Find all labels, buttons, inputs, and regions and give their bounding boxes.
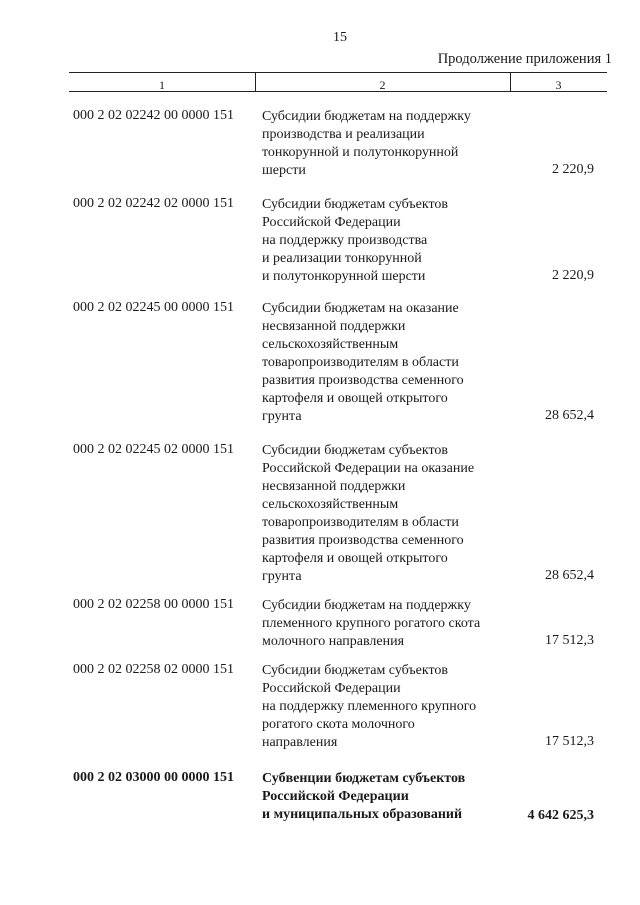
amount: 17 512,3	[545, 734, 594, 749]
amount: 28 652,4	[545, 568, 594, 583]
column-header-2: 2	[379, 78, 386, 92]
description	[262, 196, 504, 286]
amount: 28 652,4	[545, 408, 594, 423]
description-line: Российской Федерации	[262, 789, 409, 804]
description-line: Субсидии бюджетам субъектов	[262, 197, 449, 212]
description-line: Субвенции бюджетам субъектов	[262, 771, 466, 786]
amount: 2 220,9	[552, 268, 594, 283]
amount: 2 220,9	[552, 162, 594, 177]
description-line: несвязанной поддержки	[262, 319, 406, 334]
description-line: производства и реализации	[262, 127, 425, 142]
description-line: Российской Федерации	[262, 681, 401, 696]
budget-code: 000 2 02 02242 00 0000 151	[73, 108, 234, 123]
description-line: развития производства семенного	[262, 373, 464, 388]
description-line: товаропроизводителям в области	[262, 515, 459, 530]
description-line: картофеля и овощей открытого	[262, 391, 448, 406]
description-line: Субсидии бюджетам на оказание	[262, 301, 459, 316]
description	[262, 108, 504, 180]
description	[262, 300, 504, 426]
column-header-1: 1	[159, 78, 165, 92]
continuation-label: Продолжение приложения 1	[437, 51, 612, 67]
description-line: и реализации тонкорунной	[262, 251, 422, 266]
budget-code: 000 2 02 02258 02 0000 151	[73, 662, 234, 677]
amount: 4 642 625,3	[527, 808, 594, 823]
description-line: грунта	[262, 569, 302, 584]
budget-code: 000 2 02 02242 02 0000 151	[73, 196, 234, 211]
description-line: Субсидии бюджетам на поддержку	[262, 109, 471, 124]
description-line: Субсидии бюджетам на поддержку	[262, 598, 471, 613]
description-line: рогатого скота молочного	[262, 717, 415, 732]
description-line: шерсти	[262, 163, 306, 178]
amount: 17 512,3	[545, 633, 594, 648]
description	[262, 442, 504, 586]
description-line: Российской Федерации	[262, 215, 401, 230]
page-number: 15	[333, 30, 347, 45]
budget-code: 000 2 02 02245 02 0000 151	[73, 442, 234, 457]
description	[262, 597, 504, 651]
description-line: на поддержку производства	[262, 233, 428, 248]
description-line: сельскохозяйственным	[262, 497, 399, 512]
description-line: Субсидии бюджетам субъектов	[262, 443, 449, 458]
description-line: племенного крупного рогатого скота	[262, 616, 481, 631]
description-line: товаропроизводителям в области	[262, 355, 459, 370]
description-line: Российской Федерации на оказание	[262, 461, 475, 476]
description-line: направления	[262, 735, 338, 750]
budget-code: 000 2 02 02245 00 0000 151	[73, 300, 234, 315]
description-line: грунта	[262, 409, 302, 424]
description-line: развития производства семенного	[262, 533, 464, 548]
description	[262, 770, 504, 824]
description-line: несвязанной поддержки	[262, 479, 406, 494]
description-line: тонкорунной и полутонкорунной	[262, 145, 459, 160]
budget-code: 000 2 02 02258 00 0000 151	[73, 597, 234, 612]
description-line: картофеля и овощей открытого	[262, 551, 448, 566]
description-line: и полутонкорунной шерсти	[262, 269, 426, 284]
description	[262, 662, 504, 752]
description-line: на поддержку племенного крупного	[262, 699, 477, 714]
description-line: Субсидии бюджетам субъектов	[262, 663, 449, 678]
budget-code: 000 2 02 03000 00 0000 151	[73, 770, 234, 785]
description-line: молочного направления	[262, 634, 405, 649]
description-line: сельскохозяйственным	[262, 337, 399, 352]
description-line: и муниципальных образований	[262, 807, 463, 822]
column-header-3: 3	[555, 78, 562, 92]
header-top-rule	[69, 72, 607, 73]
